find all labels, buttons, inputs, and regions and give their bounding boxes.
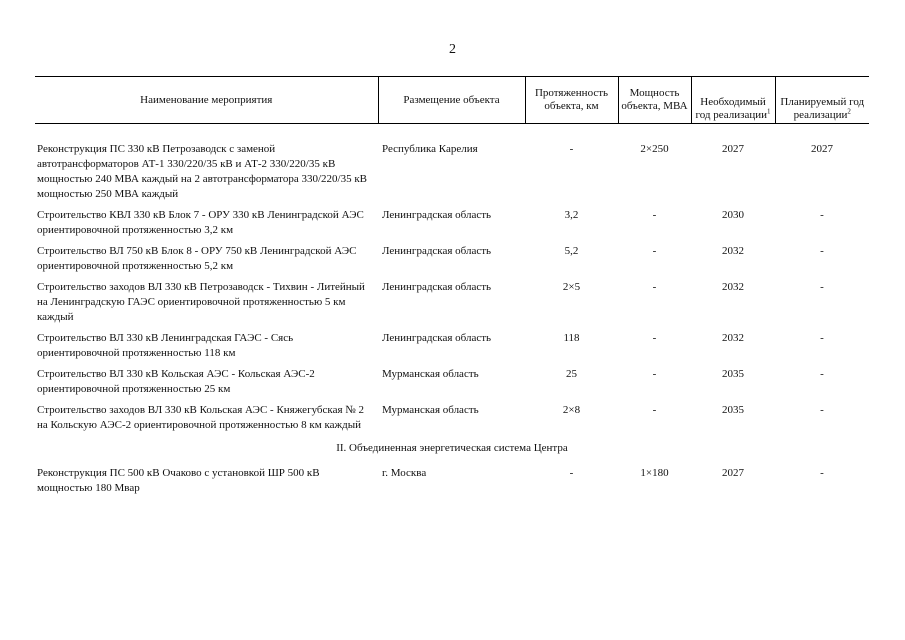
cell-required-year: 2027: [722, 143, 744, 155]
cell-length: 3,2: [564, 209, 579, 221]
cell-name: Реконструкция ПС 500 кВ Очаково с установкой ШР 500 кВ мощностью 180 Мвар: [37, 467, 320, 494]
cell-planned-year: -: [820, 245, 824, 257]
table-row: [35, 124, 869, 209]
cell-planned-year: -: [820, 467, 824, 479]
measures-table: [35, 76, 869, 502]
cell-required-year: 2032: [722, 332, 744, 344]
cell-planned-year: 2027: [811, 143, 833, 155]
page-number: 2: [449, 42, 456, 57]
cell-power: -: [652, 332, 657, 344]
cell-name: Строительство КВЛ 330 кВ Блок 7 - ОРУ 330 кВ Ленинградской АЭС ориентировочной протяженностью 3,2 км: [37, 209, 364, 236]
cell-name: Строительство ВЛ 330 кВ Ленинградская ГАЭС - Сясь ориентировочной протяженностью 118 км: [37, 332, 294, 359]
cell-planned-year: -: [820, 404, 824, 416]
cell-length: -: [569, 467, 574, 479]
cell-length: 25: [566, 368, 577, 380]
cell-required-year: 2032: [722, 281, 744, 293]
footnote-ref-1: 1: [767, 107, 771, 116]
table-row: [35, 208, 869, 244]
cell-required-year: 2030: [722, 209, 744, 221]
cell-location: г. Москва: [382, 467, 427, 479]
cell-name: Строительство ВЛ 750 кВ Блок 8 - ОРУ 750 кВ Ленинградской АЭС ориентировочной протяженностью 5,2 км: [37, 245, 357, 272]
cell-length: 5,2: [564, 245, 579, 257]
cell-required-year: 2035: [722, 404, 744, 416]
table-row: [35, 403, 869, 439]
cell-power: 1×180: [640, 467, 669, 479]
cell-power: 2×250: [640, 143, 669, 155]
cell-length: 118: [563, 332, 580, 344]
cell-required-year: 2027: [722, 467, 744, 479]
section-title: II. Объединенная энергетическая система Центра: [336, 442, 568, 454]
footnote-ref-2: 2: [847, 107, 851, 116]
cell-power: -: [652, 245, 657, 257]
cell-location: Ленинградская область: [382, 245, 492, 257]
header-planned-year: Планируемый год реализации$^2$: [775, 77, 869, 124]
cell-power: -: [652, 404, 657, 416]
header-length: Протяженность объекта, км: [525, 77, 618, 124]
table-header-row: [35, 77, 869, 124]
cell-location: Мурманская область: [382, 368, 479, 380]
header-location: Размещение объекта: [378, 77, 525, 124]
header-power: Мощность объекта, МВА: [618, 77, 691, 124]
cell-location: Республика Карелия: [382, 143, 478, 155]
cell-name: Строительство ВЛ 330 кВ Кольская АЭС - Кольская АЭС-2 ориентировочной протяженностью 25 км: [37, 368, 315, 395]
cell-location: Ленинградская область: [382, 209, 492, 221]
cell-length: 2×8: [562, 404, 581, 416]
cell-power: -: [652, 209, 657, 221]
cell-required-year: 2035: [722, 368, 744, 380]
cell-power: -: [652, 368, 657, 380]
cell-planned-year: -: [820, 209, 824, 221]
cell-location: Ленинградская область: [382, 332, 492, 344]
cell-location: Ленинградская область: [382, 281, 492, 293]
cell-power: -: [652, 281, 657, 293]
section-heading-row: [35, 439, 869, 466]
cell-name: Строительство заходов ВЛ 330 кВ Петрозаводск - Тихвин - Литейный на Ленинградскую ГАЭС ориентировочной протяженностью 5 км каждый: [37, 281, 365, 323]
table-row: [35, 331, 869, 367]
cell-name: Реконструкция ПС 330 кВ Петрозаводск с заменой автотрансформаторов АТ-1 330/220/35 кВ и АТ-2 330/220/35 кВ мощностью 240 МВА каждый на 2 автотрансформатора 330/220/35 кВ мощностью 250 МВА каждый: [37, 143, 368, 200]
table-row: [35, 244, 869, 280]
cell-length: -: [569, 143, 574, 155]
cell-name: Строительство заходов ВЛ 330 кВ Кольская АЭС - Княжегубская № 2 на Кольскую АЭС-2 ориентировочной протяженностью 8 км каждый: [37, 404, 365, 431]
header-name: Наименование мероприятия: [35, 77, 378, 124]
table-row: [35, 280, 869, 331]
cell-location: Мурманская область: [382, 404, 479, 416]
table-row: [35, 466, 869, 502]
cell-planned-year: -: [820, 368, 824, 380]
cell-length: 2×5: [562, 281, 581, 293]
cell-required-year: 2032: [722, 245, 744, 257]
cell-planned-year: -: [820, 281, 824, 293]
header-required-year: Необходимый год реализации$^1$: [691, 77, 775, 124]
cell-planned-year: -: [820, 332, 824, 344]
table-row: [35, 367, 869, 403]
